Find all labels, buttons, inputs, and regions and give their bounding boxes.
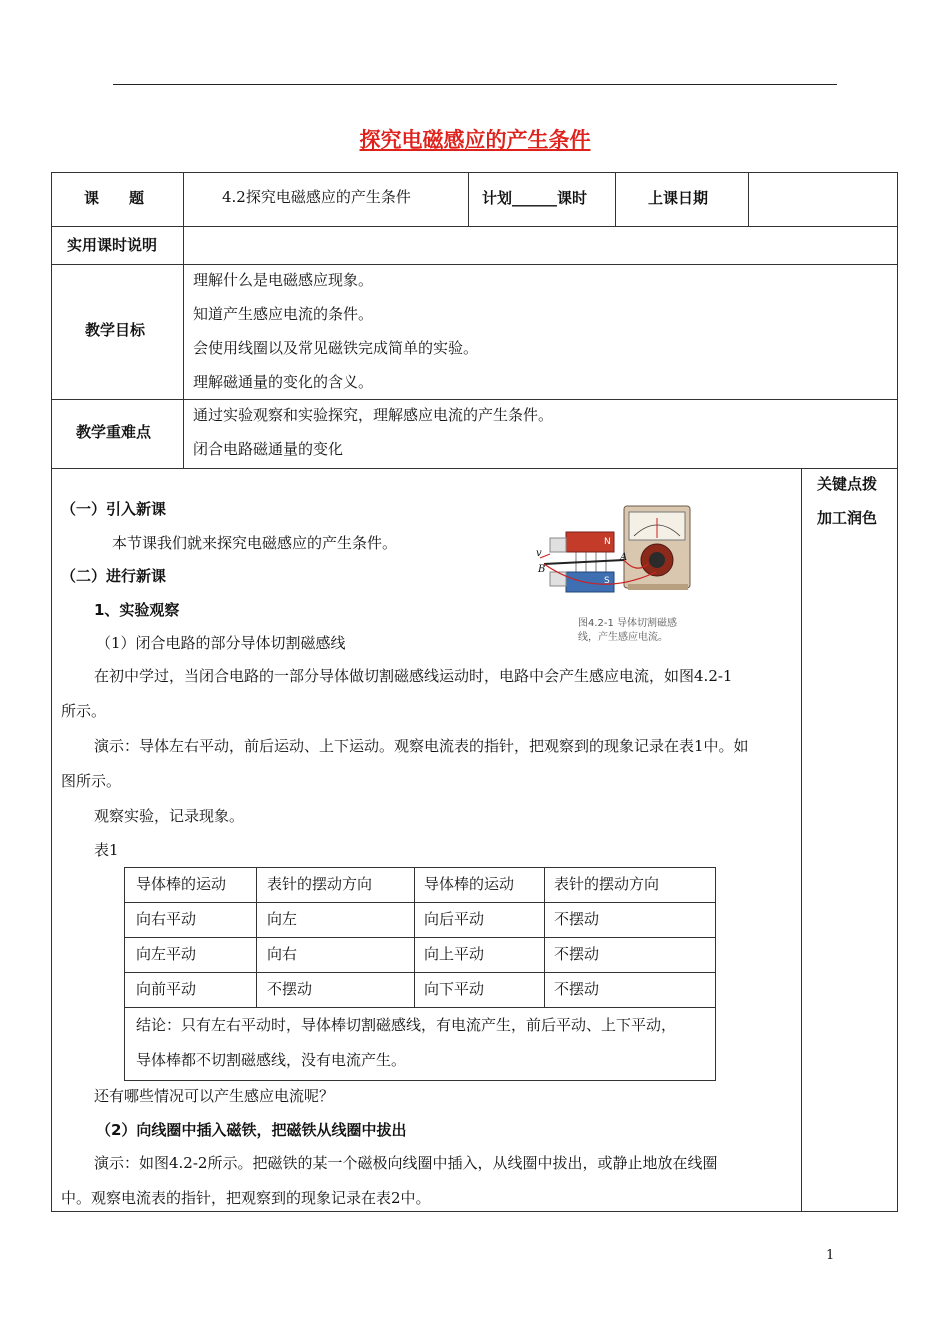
- side-note-2: 加工润色: [817, 509, 878, 527]
- date-label: 上课日期: [648, 189, 709, 207]
- table-row-divider: [125, 902, 715, 903]
- table-row-divider: [125, 972, 715, 973]
- figure-caption-line2: 线，产生感应电流。: [578, 632, 668, 643]
- observation-table: [124, 867, 716, 1081]
- table-header-cell: 导体棒的运动: [136, 875, 227, 893]
- paragraph-1-line2: 所示。: [61, 702, 107, 720]
- subsection-heading: 1、实验观察: [94, 601, 180, 619]
- table-cell: 向下平动: [424, 980, 485, 998]
- row-divider: [52, 468, 897, 469]
- experiment-2-heading: （2）向线圈中插入磁铁，把磁铁从线圈中拔出: [96, 1121, 407, 1139]
- goal-item: 理解磁通量的变化的含义。: [193, 373, 374, 391]
- row-divider: [52, 226, 897, 227]
- table-header-cell: 导体棒的运动: [424, 875, 515, 893]
- paragraph-3: 观察实验，记录现象。: [94, 807, 245, 825]
- table-header-cell: 表针的摆动方向: [267, 875, 373, 893]
- table-cell: 不摆动: [554, 980, 600, 998]
- row-divider: [52, 264, 897, 265]
- hours-label: 实用课时说明: [67, 236, 158, 254]
- section-new-heading: （二）进行新课: [61, 567, 167, 585]
- table-conclusion-line2: 导体棒都不切割磁感线，没有电流产生。: [136, 1051, 407, 1069]
- table-col-divider: [256, 868, 257, 1007]
- table-cell: 不摆动: [554, 910, 600, 928]
- side-note-1: 关键点拨: [817, 475, 878, 493]
- topic-label: 课 题: [84, 189, 145, 207]
- figure-label-v: v: [536, 548, 542, 559]
- table-cell: 向左平动: [136, 945, 197, 963]
- document-title: 探究电磁感应的产生条件: [359, 128, 591, 152]
- table-cell: 向右平动: [136, 910, 197, 928]
- goal-item: 知道产生感应电流的条件。: [193, 305, 374, 323]
- goal-item: 理解什么是电磁感应现象。: [193, 271, 374, 289]
- table-col-divider: [544, 868, 545, 1007]
- table-col-divider: [414, 868, 415, 1007]
- figure-label-a: A: [620, 552, 628, 563]
- paragraph-2-line2: 图所示。: [61, 772, 122, 790]
- paragraph-4-line1: 演示：如图4.2-2所示。把磁铁的某一个磁极向线圈中插入，从线圈中拔出，或静止地放在线圈: [94, 1154, 718, 1172]
- section-intro-heading: （一）引入新课: [61, 500, 167, 518]
- table-row-divider: [125, 937, 715, 938]
- table-cell: 向前平动: [136, 980, 197, 998]
- intro-paragraph: 本节课我们就来探究电磁感应的产生条件。: [112, 534, 398, 552]
- paragraph-4-line2: 中。观察电流表的指针，把观察到的现象记录在表2中。: [61, 1189, 431, 1207]
- table-caption: 表1: [94, 841, 119, 859]
- row-divider: [52, 399, 897, 400]
- goals-label: 教学目标: [85, 321, 146, 339]
- col-divider: [615, 173, 616, 226]
- figure-caption-line1: 图4.2-1 导体切割磁感: [578, 618, 678, 629]
- experiment-1-heading: （1）闭合电路的部分导体切割磁感线: [96, 634, 346, 652]
- question-paragraph: 还有哪些情况可以产生感应电流呢？: [94, 1087, 335, 1105]
- keypoint-item: 通过实验观察和实验探究，理解感应电流的产生条件。: [193, 406, 554, 424]
- figure-label-s: S: [604, 576, 610, 586]
- plan-label: 计划______课时: [482, 189, 588, 207]
- col-divider: [748, 173, 749, 226]
- table-cell: 向后平动: [424, 910, 485, 928]
- figure-label-n: N: [604, 537, 611, 547]
- table-cell: 不摆动: [267, 980, 313, 998]
- table-cell: 向右: [267, 945, 298, 963]
- table-cell: 不摆动: [554, 945, 600, 963]
- table-cell: 向左: [267, 910, 298, 928]
- header-rule: [113, 84, 837, 85]
- keypoint-item: 闭合电路磁通量的变化: [193, 440, 344, 458]
- figure-4-2-1: [536, 504, 708, 644]
- col-divider: [468, 173, 469, 226]
- paragraph-1-line1: 在初中学过，当闭合电路的一部分导体做切割磁感线运动时，电路中会产生感应电流，如图4.2-1: [94, 667, 733, 685]
- paragraph-2-line1: 演示：导体左右平动，前后运动、上下运动。观察电流表的指针，把观察到的现象记录在表1中。如: [94, 737, 749, 755]
- table-row-divider: [125, 1007, 715, 1008]
- keypoints-label: 教学重难点: [76, 423, 152, 441]
- table-conclusion-line1: 结论：只有左右平动时，导体棒切割磁感线，有电流产生，前后平动、上下平动，: [136, 1016, 677, 1034]
- col-divider: [801, 468, 802, 1211]
- figure-label-b: B: [538, 564, 546, 575]
- page-number: 1: [826, 1248, 835, 1263]
- topic-value: 4.2探究电磁感应的产生条件: [222, 188, 411, 206]
- col-divider: [183, 173, 184, 468]
- goal-item: 会使用线圈以及常见磁铁完成简单的实验。: [193, 339, 479, 357]
- table-header-cell: 表针的摆动方向: [554, 875, 660, 893]
- table-cell: 向上平动: [424, 945, 485, 963]
